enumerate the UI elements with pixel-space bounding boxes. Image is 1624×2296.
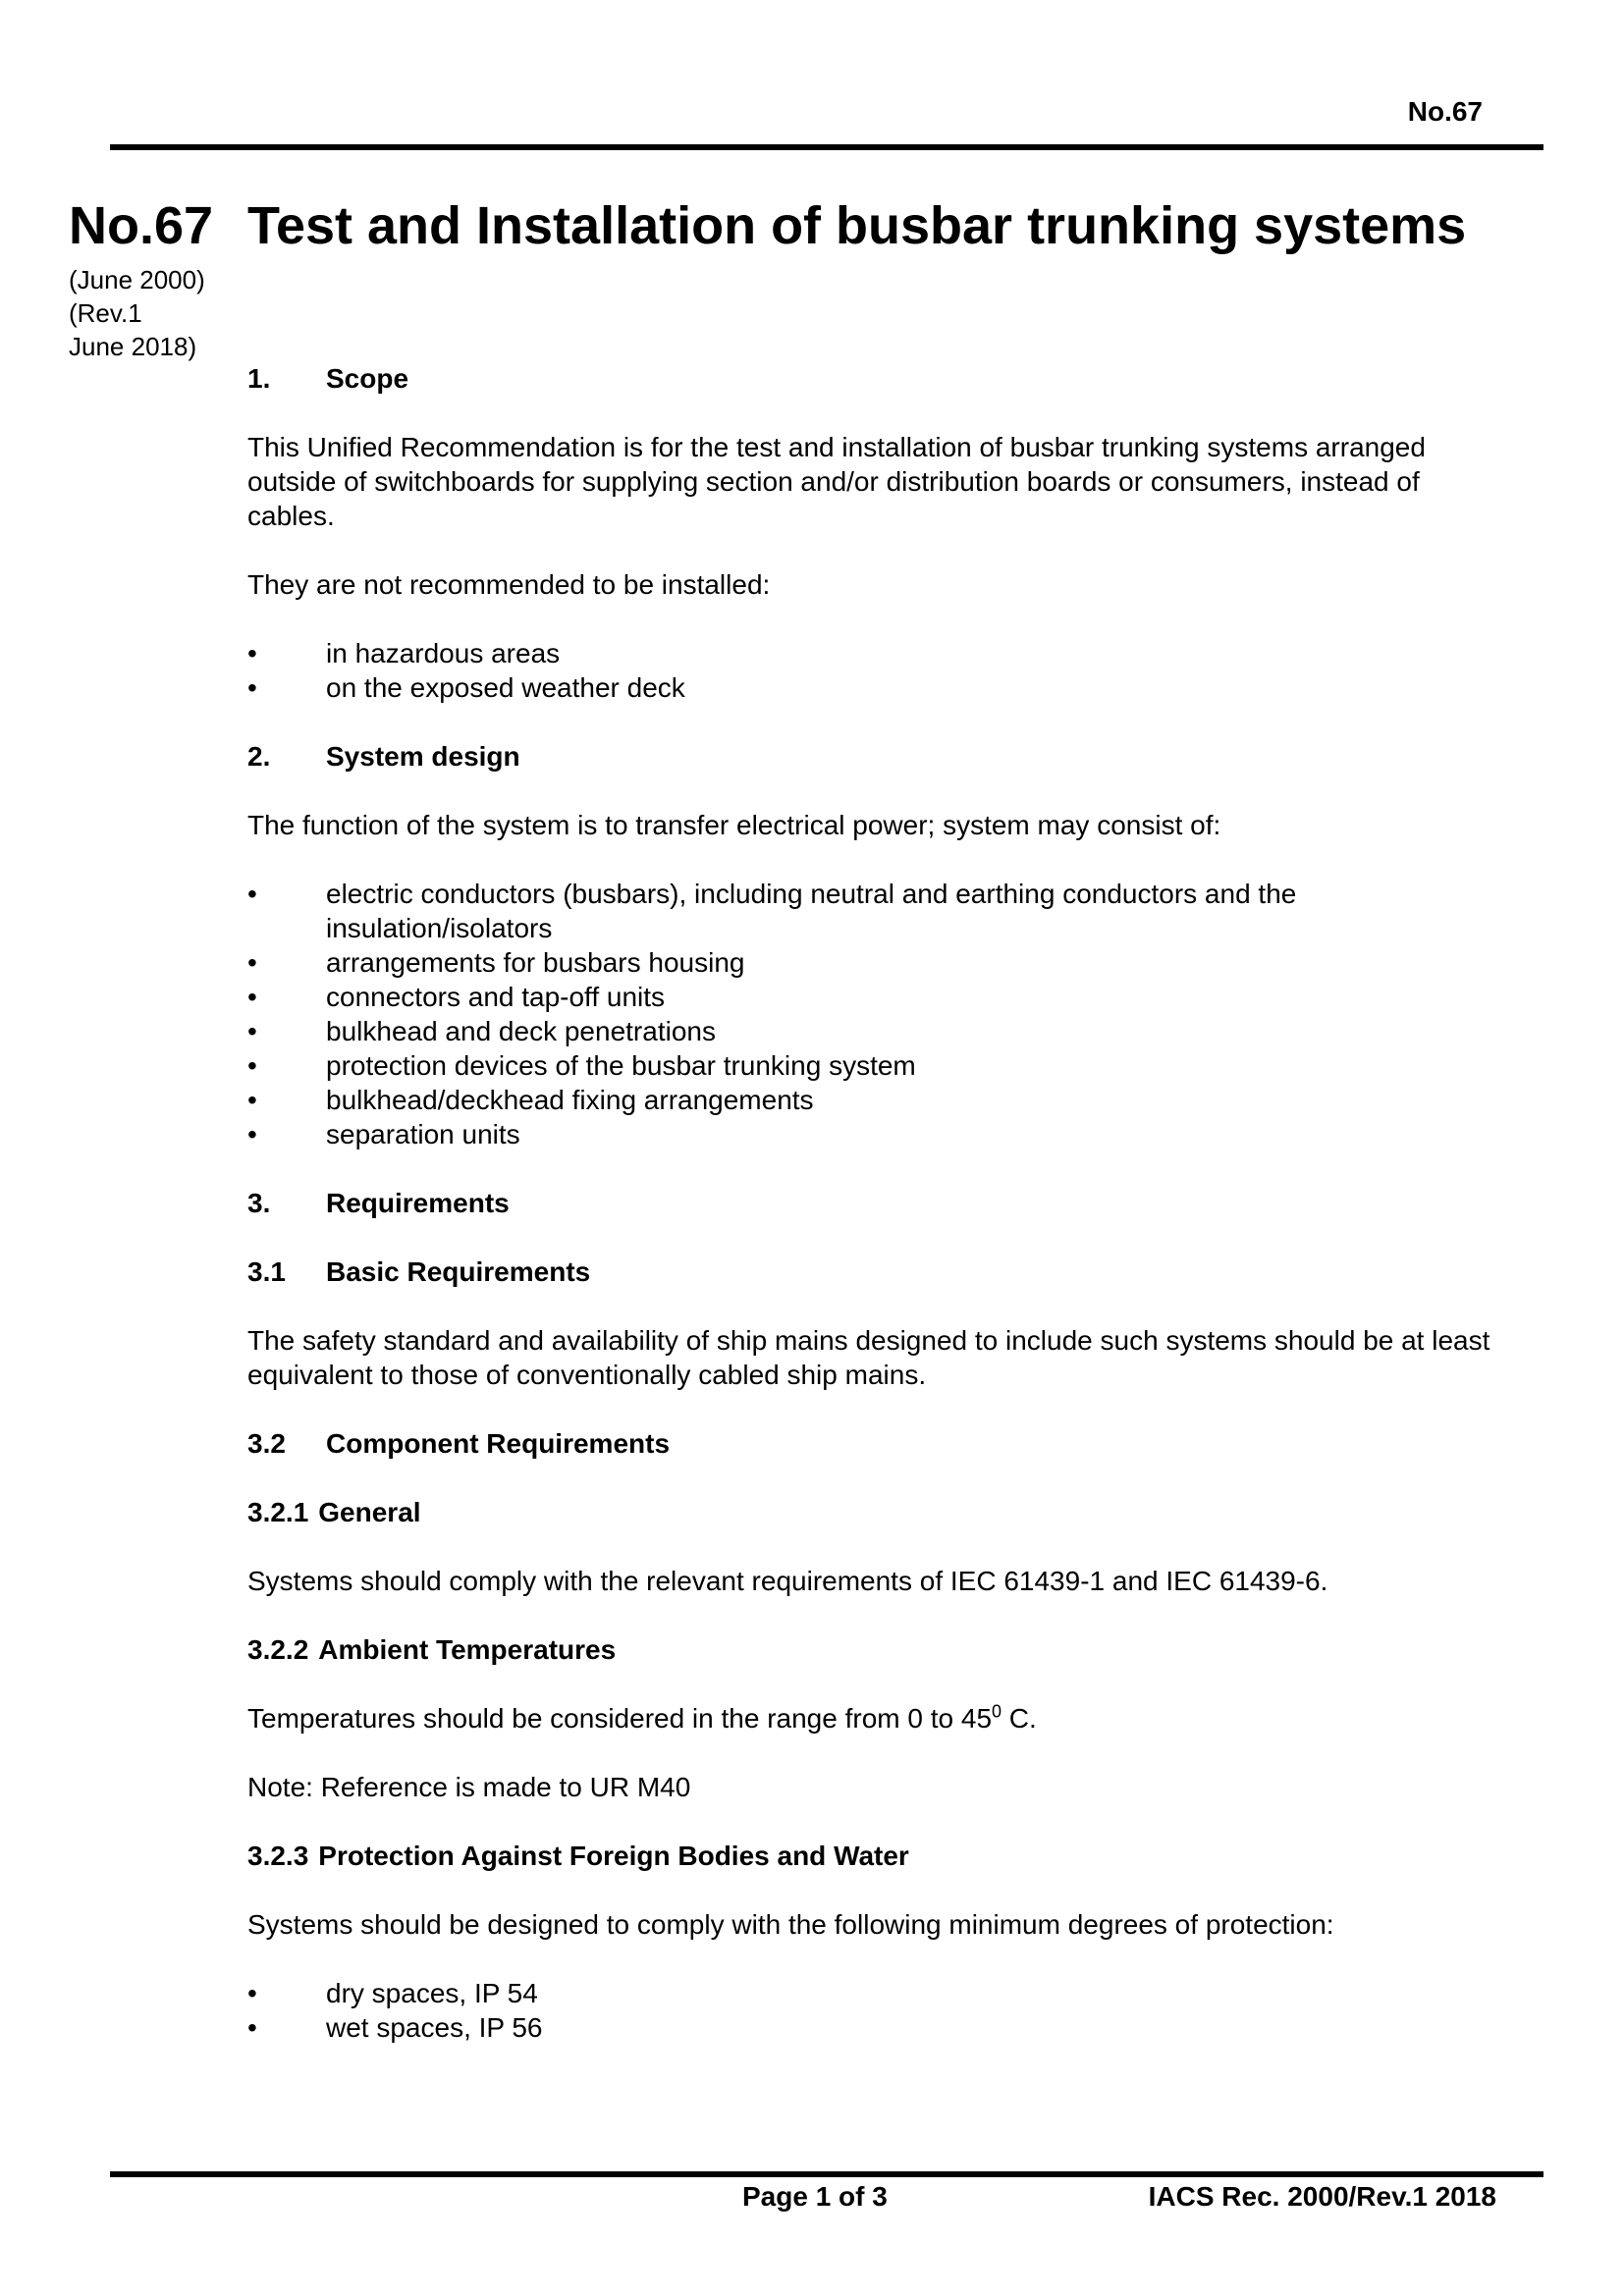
section-heading-protection [247,1839,1504,1873]
paragraph: The safety standard and availability of ship mains designed to include such systems should be at least equivalent to those of conventionally cabled ship mains. [247,1325,1490,1390]
section-title: General [318,1497,421,1527]
list-item: • bulkhead/deckhead fixing arrangements [247,1083,1504,1117]
footer-page-number: Page 1 of 3 [742,2181,888,2212]
bullet-list [247,1976,1504,2045]
section-number: 3.2.2 [247,1634,309,1665]
list-item: • dry spaces, IP 54 [247,1976,1504,2010]
superscript: 0 [992,1701,1002,1722]
footer-reference: IACS Rec. 2000/Rev.1 2018 [1148,2181,1496,2212]
sidebar-date-line: June 2018) [69,332,197,361]
section-number: 3.1 [247,1256,286,1287]
section-number: 2. [247,741,271,772]
list-item: • separation units [247,1117,1504,1151]
section-title: Scope [326,363,409,394]
sidebar-doc-number: No.67 [69,196,214,255]
section-title: System design [326,741,520,772]
list-item: • electric conductors (busbars), including neutral and earthing conductors and the insulation/isolators [247,877,1504,945]
section-title: Ambient Temperatures [318,1634,617,1665]
list-item: • on the exposed weather deck [247,670,1504,705]
section-heading-general [247,1495,1504,1529]
text-run: Temperatures should be considered in the range from 0 to 45 [247,1703,993,1734]
bullet-list [247,877,1504,1151]
section-title: Requirements [326,1188,510,1218]
document-body [247,361,1504,2045]
sidebar-dates [69,263,205,363]
paragraph-temperature [247,1701,1504,1735]
section-title: Basic Requirements [326,1256,591,1287]
list-item: • connectors and tap-off units [247,980,1504,1014]
paragraph: They are not recommended to be installed: [247,569,771,600]
section-number: 3. [247,1188,271,1218]
list-item: • bulkhead and deck penetrations [247,1014,1504,1048]
list-item: • protection devices of the busbar trunking system [247,1048,1504,1083]
sidebar-date-line: (Rev.1 [69,298,142,328]
section-number: 3.2.3 [247,1841,309,1871]
section-heading-requirements [247,1186,1504,1220]
list-item: • arrangements for busbars housing [247,945,1504,980]
paragraph: This Unified Recommendation is for the test and installation of busbar trunking systems arranged outside of switchboards for supplying section and/or distribution boards or consumers, instead of cables. [247,432,1426,531]
section-number: 1. [247,363,271,394]
text-run: C. [1001,1703,1037,1734]
sidebar-date-line: (June 2000) [69,265,205,294]
document-title: Test and Installation of busbar trunking systems [247,196,1467,255]
section-number: 3.2.1 [247,1497,309,1527]
section-heading-component-requirements [247,1426,1504,1461]
paragraph: The function of the system is to transfer electrical power; system may consist of: [247,810,1221,840]
header-doc-number: No.67 [1407,96,1483,127]
footer-rule [110,2171,1543,2177]
bullet-list [247,636,1504,705]
list-item: • wet spaces, IP 56 [247,2010,1504,2045]
paragraph: Systems should be designed to comply with the following minimum degrees of protection: [247,1909,1334,1940]
list-item: • in hazardous areas [247,636,1504,670]
section-heading-scope [247,361,1504,396]
section-heading-ambient-temperatures [247,1632,1504,1667]
section-heading-system-design [247,739,1504,774]
section-title: Protection Against Foreign Bodies and Water [318,1841,909,1871]
section-heading-basic-requirements [247,1255,1504,1289]
note: Note: Reference is made to UR M40 [247,1772,691,1802]
section-number: 3.2 [247,1428,286,1459]
paragraph: Systems should comply with the relevant requirements of IEC 61439-1 and IEC 61439-6. [247,1566,1328,1596]
header-rule [110,144,1543,150]
section-title: Component Requirements [326,1428,671,1459]
